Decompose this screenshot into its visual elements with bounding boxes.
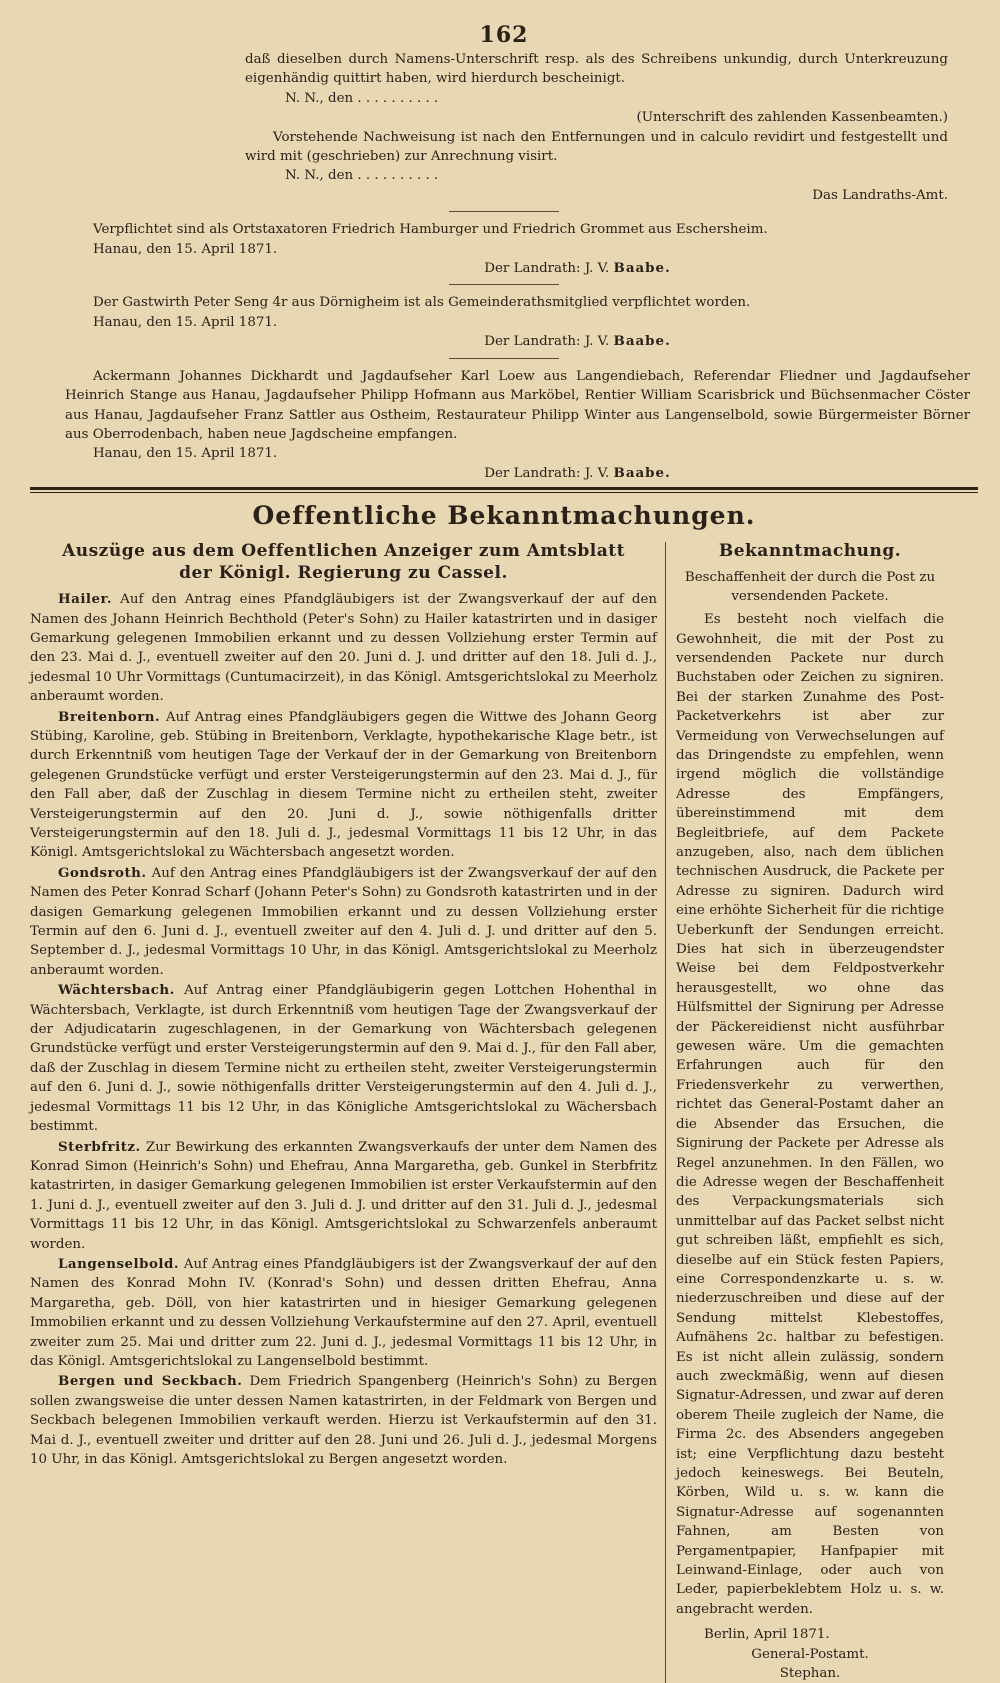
entry-text: Auf den Antrag eines Pfandgläubigers ist der Zwangsverkauf der auf den Namen des Peter Konrad Scharf (Johann Peter's Sohn) zu Gondsroth katastrirten und in der dasigen Gemarkung gelegenen Immobilien erkannt und zu dessen Vollziehung erster Termin auf den 6. Juni d. J., eventuell zweiter auf den 4. Juli d. J. und dritter auf den 5. September d. J., jedesmal Vormittags 10 Uhr, in das Königl. Amtsgerichtslokal zu Meerholz anberaumt worden. bbox=[30, 865, 657, 978]
entry-sterbfritz bbox=[30, 1138, 657, 1254]
left-column-heading bbox=[30, 540, 657, 584]
notice-text: Verpflichtet sind als Ortstaxatoren Friedrich Hamburger und Friedrich Grommet aus Eschersheim. bbox=[93, 222, 768, 238]
notice-text: Ackermann Johannes Dickhardt und Jagdaufseher Karl Loew aus Langendiebach, Referendar Fliedner und Jagdaufseher Heinrich Stange aus Hanau, Jagdaufseher Philipp Hofmann aus Marköbel, Rentier William Scarisbrick und Büchsenmacher Cöster aus Hanau, Jagdaufseher Franz Sattler aus Ostheim, Restaurateur Philipp Winter aus Langenselbold, sowie Bürgermeister Börner aus Oberrodenbach, haben neue Jagdscheine empfangen. bbox=[65, 368, 970, 442]
signature-prefix: Der Landrath: J. V. bbox=[484, 334, 610, 350]
entry-place: Wächtersbach. bbox=[58, 982, 175, 999]
notice-signature bbox=[65, 332, 970, 351]
right-column-body: Es besteht noch vielfach die Gewohnheit, die mit der Post zu versendenden Packete nur durch Buchstaben oder Zeichen zu signiren. Bei der starken Zunahme des Post-Packetverkehrs ist aber zur Vermeidung von Verwechselungen auf das Dringendste zu empfehlen, wenn irgend möglich die vollständige Adresse des Empfängers, übereinstimmend mit dem Begleitbriefe, auf dem Packete anzugeben, also, nach dem üblichen technischen Ausdruck, die Packete per Adresse zu signiren. Dadurch wird eine erhöhte Sicherheit für die richtige Ueberkunft der Sendungen erreicht. Dies hat sich in überzeugendster Weise bei dem Feldpostverkehr herausgestellt, wo ohne das Hülfsmittel der Signirung per Adresse der Päckereidienst nicht ausführbar gewesen wäre. Um die gemachten Erfahrungen auch für den Friedensverkehr zu verwerthen, richtet das General-Postamt daher an die Absender das Ersuchen, die Signirung der Packete per Adresse als Regel anzunehmen. In den Fällen, wo die Adresse wegen der Beschaffenheit des Verpackungsmaterials sich unmittelbar auf das Packet selbst nicht gut schreiben läßt, empfiehlt es sich, dieselbe auf ein Stück festen Papiers, eine Correspondenzkarte u. s. w. niederzuschreiben und diese auf der Sendung mittelst Klebestoffes, Aufnähens 2c. haltbar zu befestigen. Es ist nicht allein zulässig, sondern auch zweckmäßig, wenn auf diesen Signatur-Adressen, und zwar auf deren oberem Theile zugleich der Name, die Firma 2c. des Absenders angegeben ist; eine Verpflichtung dazu besteht jedoch keineswegs. Bei Beuteln, Körben, Wild u. s. w. kann die Signatur-Adresse auf sogenannten Fahnen, am Besten von Pergamentpapier, Hanfpapier mit Leinwand-Einlage, oder auch von Leder, papierbeklebtem Holz u. s. w. angebracht werden. bbox=[676, 612, 944, 1617]
place-date-line-2: N. N., den . . . . . . . . . . bbox=[285, 168, 439, 184]
entry-waechtersbach bbox=[30, 981, 657, 1136]
notice-signature bbox=[65, 259, 970, 278]
right-column-date: Berlin, April 1871. bbox=[704, 1627, 830, 1643]
entry-hailer bbox=[30, 590, 657, 706]
right-column-office: General-Postamt. bbox=[751, 1646, 869, 1662]
top-paragraph-2: Vorstehende Nachweisung ist nach den Entfernungen und in calculo revidirt und festgestellt und wird mit (geschrieben) zur Anrechnung visirt. bbox=[245, 129, 948, 165]
entry-langenselbold bbox=[30, 1255, 657, 1371]
office-line: Das Landraths-Amt. bbox=[812, 187, 948, 203]
section-divider bbox=[30, 487, 978, 493]
signature-prefix: Der Landrath: J. V. bbox=[484, 261, 610, 277]
top-paragraph-1: daß dieselben durch Namens-Unterschrift resp. als des Schreibens unkundig, durch Unterkreuzung eigenhändig quittirt haben, wird hierdurch bescheinigt. bbox=[245, 52, 948, 87]
entry-text: Zur Bewirkung des erkannten Zwangsverkaufs der unter dem Namen des Konrad Simon (Heinrich's Sohn) und Ehefrau, Anna Margaretha, geb. Gunkel in Sterbfritz katastrirten, in dasiger Gemarkung gelegenen Immobilien ist erster Verkaufstermin auf den 1. Juni d. J., eventuell zweiter auf den 3. Juli d. J. und dritter auf den 31. Juli d. J., jedesmal Vormittags 11 bis 12 Uhr, in das Königl. Amtsgerichtslokal zu Schwarzenfels anberaumt worden. bbox=[30, 1139, 657, 1252]
right-column-subheading: Beschaffenheit der durch die Post zu versendenden Packete. bbox=[684, 570, 936, 605]
entry-place: Gondsroth. bbox=[58, 864, 147, 881]
notice-3 bbox=[30, 367, 978, 483]
entry-text: Dem Friedrich Spangenberg (Heinrich's Sohn) zu Bergen sollen zwangsweise die unter dessen Namen katastrirten, in der Feldmark von Bergen und Seckbach belegenen Immobilien verkauft werden. Hierzu ist Verkaufstermin auf den 31. Mai d. J., eventuell zweiter und dritter auf den 28. Juni und 26. Juli d. J., jedesmal Morgens 10 Uhr, in das Königl. Amtsgerichtslokal zu Bergen angesetzt worden. bbox=[30, 1374, 657, 1467]
left-column bbox=[30, 540, 665, 1470]
entry-text: Auf Antrag einer Pfandgläubigerin gegen Lottchen Hohenthal in Wächtersbach, Verklagte, ist durch Erkenntniß vom heutigen Tage der Zwangsverkauf der der Adjudicatarin zugeschlagenen, in der Gemarkung von Wächtersbach gelegenen Grundstücke verfügt und erster Versteigerungstermin auf den 9. Mai d. J., für den Fall aber, daß der Zuschlag in diesem Termine nicht zu ertheilen steht, zweiter Versteigerungstermin auf den 6. Juni d. J., sowie nöthigenfalls dritter Versteigerungstermin auf den 4. Juli d. J., jedesmal Vormittags 11 bis 12 Uhr, in das Königliche Amtsgerichtslokal zu Wächersbach bestimmt. bbox=[30, 983, 657, 1135]
entry-place: Hailer. bbox=[58, 591, 113, 608]
right-column bbox=[672, 540, 944, 1683]
right-column-heading: Bekanntmachung. bbox=[718, 541, 902, 562]
separator-rule bbox=[449, 211, 559, 212]
signature-note: (Unterschrift des zahlenden Kassenbeamten.) bbox=[636, 110, 948, 126]
notice-1 bbox=[30, 220, 978, 278]
main-heading: Oeffentliche Bekanntmachungen. bbox=[252, 501, 756, 531]
signature-prefix: Der Landrath: J. V. bbox=[484, 465, 610, 481]
entry-place: Langenselbold. bbox=[58, 1255, 179, 1272]
entry-text: Auf den Antrag eines Pfandgläubigers ist der Zwangsverkauf der auf den Namen des Johann Heinrich Bechthold (Peter's Sohn) zu Hailer katastrirten und in dasiger Gemarkung gelegenen Immobilien erkannt und zu dessen Vollziehung erster Termin auf den 23. Mai d. J., eventuell zweiter auf den 20. Juni d. J. und dritter auf den 18. Juli d. J., jedesmal 10 Uhr Vormittags (Cuntumacirzeit), in das Königl. Amtsgerichtslokal zu Meerholz anberaumt worden. bbox=[30, 592, 657, 705]
notice-date: Hanau, den 15. April 1871. bbox=[93, 446, 278, 462]
column-divider bbox=[665, 542, 666, 1683]
entry-breitenborn bbox=[30, 708, 657, 863]
heading-line-2: der Königl. Regierung zu Cassel. bbox=[179, 563, 508, 584]
entry-gondsroth bbox=[30, 864, 657, 980]
entry-place: Breitenborn. bbox=[58, 708, 161, 725]
signature-name: Baabe. bbox=[613, 333, 671, 350]
two-column-body bbox=[30, 540, 978, 1683]
signature-name: Baabe. bbox=[613, 464, 671, 481]
signature-name: Baabe. bbox=[613, 260, 671, 277]
entry-text: Auf Antrag eines Pfandgläubigers gegen die Wittwe des Johann Georg Stübing, Karoline, geb. Stübing in Breitenborn, Verklagte, hypothekarische Klage betr., ist durch Erkenntniß vom heutigen Tage der Verkauf der in der Gemarkung von Breitenborn gelegenen Grundstücke verfügt und erster Versteigerungstermin auf den 23. Mai d. J., für den Fall aber, daß der Zuschlag in diesem Termine nicht zu ertheilen steht, zweiter Versteigerungstermin auf den 20. Juni d. J., sowie nöthigenfalls dritter Versteigerungstermin auf den 18. Juli d. J., jedesmal Vormittags 11 bis 12 Uhr, in das Königl. Amtsgerichtslokal zu Wächtersbach angesetzt worden. bbox=[30, 709, 657, 861]
notice-date: Hanau, den 15. April 1871. bbox=[93, 241, 278, 257]
entry-bergen-seckbach bbox=[30, 1372, 657, 1469]
entry-place: Bergen und Seckbach. bbox=[58, 1373, 243, 1390]
heading-line-1: Auszüge aus dem Oeffentlichen Anzeiger zum Amtsblatt bbox=[62, 541, 625, 562]
entry-text: Auf Antrag eines Pfandgläubigers ist der Zwangsverkauf der auf den Namen des Konrad Mohn IV. (Konrad's Sohn) und dessen dritten Ehefrau, Anna Margaretha, geb. Döll, von hier katastrirten und in hiesiger Gemarkung gelegenen Immobilien erkannt und zu dessen Vollziehung Verkaufstermine auf den 27. April, eventuell zweiter zum 25. Mai und dritter zum 22. Juni d. J., jedesmal Vormittags 11 bis 12 Uhr, in das Königl. Amtsgerichtslokal zu Langenselbold bestimmt. bbox=[30, 1256, 657, 1369]
notice-text: Der Gastwirth Peter Seng 4r aus Dörnigheim ist als Gemeinderathsmitglied verpflichtet worden. bbox=[93, 295, 751, 311]
notice-date: Hanau, den 15. April 1871. bbox=[93, 314, 278, 330]
separator-rule bbox=[449, 284, 559, 285]
entry-place: Sterbfritz. bbox=[58, 1138, 141, 1155]
notice-signature bbox=[65, 464, 970, 483]
right-column-signer: Stephan. bbox=[779, 1666, 841, 1682]
notice-2 bbox=[30, 293, 978, 351]
page-number: 162 bbox=[479, 22, 529, 48]
place-date-line-1: N. N., den . . . . . . . . . . bbox=[285, 90, 439, 106]
top-section bbox=[30, 50, 978, 205]
separator-rule bbox=[449, 358, 559, 359]
